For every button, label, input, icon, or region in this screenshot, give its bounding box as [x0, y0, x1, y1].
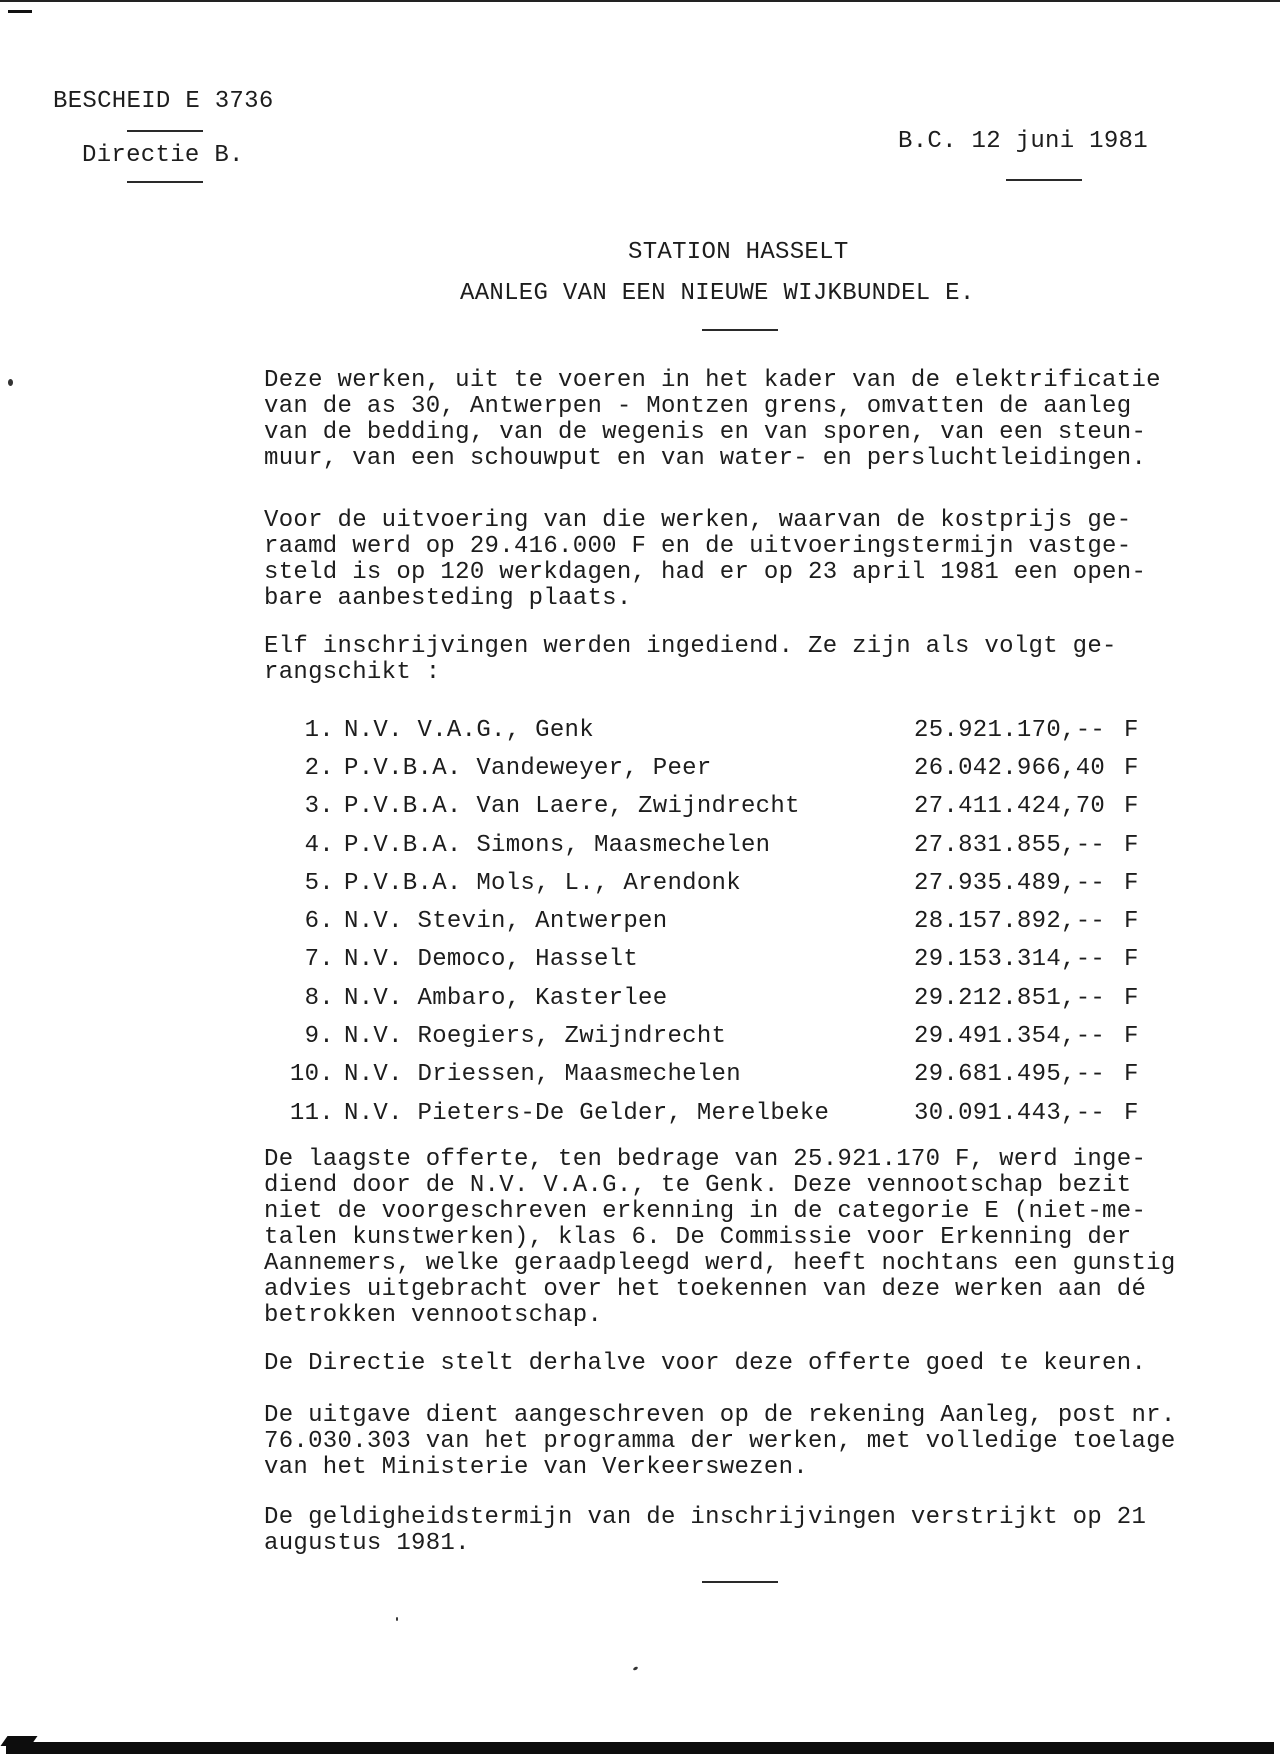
bidder-currency: F	[1124, 793, 1139, 821]
table-row	[264, 864, 1164, 902]
bidder-currency: F	[1124, 1099, 1139, 1127]
bidder-rank: 6.	[304, 908, 334, 936]
title-station: STATION HASSELT	[628, 239, 849, 266]
bidder-amount: 29.681.495,--	[914, 1061, 1106, 1089]
table-row	[264, 711, 1164, 749]
bidder-rank: 8.	[304, 984, 334, 1012]
bidder-currency: F	[1124, 716, 1139, 744]
bidder-currency: F	[1124, 869, 1139, 897]
ink-speck	[8, 379, 13, 386]
bottom-border-bar	[6, 1742, 1274, 1754]
bidder-name: P.V.B.A. Vandeweyer, Peer	[344, 754, 712, 782]
paragraph-proposal: De Directie stelt derhalve voor deze offerte goed te keuren.	[264, 1350, 1147, 1377]
bidder-name: N.V. Pieters-De Gelder, Merelbeke	[344, 1099, 830, 1127]
table-row	[264, 902, 1164, 940]
bidder-currency: F	[1124, 754, 1139, 782]
bidder-currency: F	[1124, 1023, 1139, 1051]
bidder-amount: 30.091.443,--	[914, 1099, 1106, 1127]
bidder-name: P.V.B.A. Van Laere, Zwijndrecht	[344, 793, 800, 821]
bidder-amount: 29.153.314,--	[914, 946, 1106, 974]
top-border-line	[0, 0, 1280, 2]
reference-number: BESCHEID E 3736	[53, 88, 274, 115]
bidder-name: N.V. V.A.G., Genk	[344, 716, 594, 744]
bidder-name: N.V. Stevin, Antwerpen	[344, 908, 668, 936]
document-date: B.C. 12 juni 1981	[898, 128, 1148, 155]
directorate-label: Directie B.	[82, 142, 244, 169]
ink-speck	[396, 1617, 398, 1621]
bidder-rank: 10.	[289, 1061, 334, 1089]
paragraph-works-description: Deze werken, uit te voeren in het kader van de elektrificatie van de as 30, Antwerpen - Montzen grens, omvatten de aanleg van de bedding, van de wegenis en van sporen, van een steun- muur, van een schouwput en van water- en persluchtleidingen.	[264, 367, 1161, 472]
bidder-amount: 27.831.855,--	[914, 831, 1106, 859]
bidder-amount: 29.491.354,--	[914, 1023, 1106, 1051]
date-underline	[1006, 179, 1082, 181]
bidder-currency: F	[1124, 1061, 1139, 1089]
table-row	[264, 1017, 1164, 1055]
paragraph-lowest-offer: De laagste offerte, ten bedrage van 25.921.170 F, werd inge- diend door de N.V. V.A.G., te Genk. Deze vennootschap bezit niet de voorgeschreven erkenning in de categorie E (niet-me- talen kunstwerken), klas 6. De Commissie voor Erkenning der Aannemers, welke geraadpleegd werd, heeft nochtans een gunstig advies uitgebracht over het toekennen van deze werken aan dé betrokken vennootschap.	[264, 1146, 1176, 1329]
bidder-amount: 28.157.892,--	[914, 908, 1106, 936]
bidder-rank: 11.	[289, 1099, 334, 1127]
bidder-rank: 3.	[304, 793, 334, 821]
title-subject: AANLEG VAN EEN NIEUWE WIJKBUNDEL E.	[460, 280, 975, 307]
bidder-amount: 25.921.170,--	[914, 716, 1106, 744]
bidder-currency: F	[1124, 908, 1139, 936]
bidder-amount: 27.935.489,--	[914, 869, 1106, 897]
table-row	[264, 749, 1164, 787]
directorate-underline	[127, 181, 203, 183]
table-row	[264, 941, 1164, 979]
reference-underline	[127, 130, 203, 132]
bidder-name: P.V.B.A. Mols, L., Arendonk	[344, 869, 741, 897]
bidder-name: P.V.B.A. Simons, Maasmechelen	[344, 831, 771, 859]
table-row	[264, 1094, 1164, 1132]
paragraph-tender-info: Voor de uitvoering van die werken, waarvan de kostprijs ge- raamd werd op 29.416.000 F en de uitvoeringstermijn vastge- steld is op 120 werkdagen, had er op 23 april 1981 een open- bare aanbesteding plaats.	[264, 507, 1147, 612]
table-row	[264, 1056, 1164, 1094]
bidder-rank: 7.	[304, 946, 334, 974]
bidder-ranking-table	[264, 711, 1164, 1132]
bidder-amount: 27.411.424,70	[914, 793, 1106, 821]
paragraph-validity: De geldigheidstermijn van de inschrijvingen verstrijkt op 21 augustus 1981.	[264, 1504, 1147, 1557]
bidder-rank: 4.	[304, 831, 334, 859]
bidder-name: N.V. Roegiers, Zwijndrecht	[344, 1023, 727, 1051]
ink-speck	[633, 1666, 639, 1671]
title-underline	[702, 329, 778, 331]
bidder-rank: 1.	[304, 716, 334, 744]
corner-mark	[8, 10, 32, 13]
bidder-name: N.V. Ambaro, Kasterlee	[344, 984, 668, 1012]
bidder-amount: 29.212.851,--	[914, 984, 1106, 1012]
paragraph-budget-account: De uitgave dient aangeschreven op de rekening Aanleg, post nr. 76.030.303 van het programma der werken, met volledige toelage van het Ministerie van Verkeerswezen.	[264, 1402, 1176, 1481]
bidder-currency: F	[1124, 831, 1139, 859]
bidder-amount: 26.042.966,40	[914, 754, 1106, 782]
paragraph-ranking-intro: Elf inschrijvingen werden ingediend. Ze zijn als volgt ge- rangschikt :	[264, 633, 1117, 686]
bidder-name: N.V. Driessen, Maasmechelen	[344, 1061, 741, 1089]
closing-underline	[702, 1581, 778, 1583]
table-row	[264, 826, 1164, 864]
table-row	[264, 788, 1164, 826]
bidder-rank: 9.	[304, 1023, 334, 1051]
bidder-rank: 2.	[304, 754, 334, 782]
bidder-currency: F	[1124, 984, 1139, 1012]
bidder-name: N.V. Democo, Hasselt	[344, 946, 639, 974]
bidder-currency: F	[1124, 946, 1139, 974]
bidder-rank: 5.	[304, 869, 334, 897]
table-row	[264, 979, 1164, 1017]
